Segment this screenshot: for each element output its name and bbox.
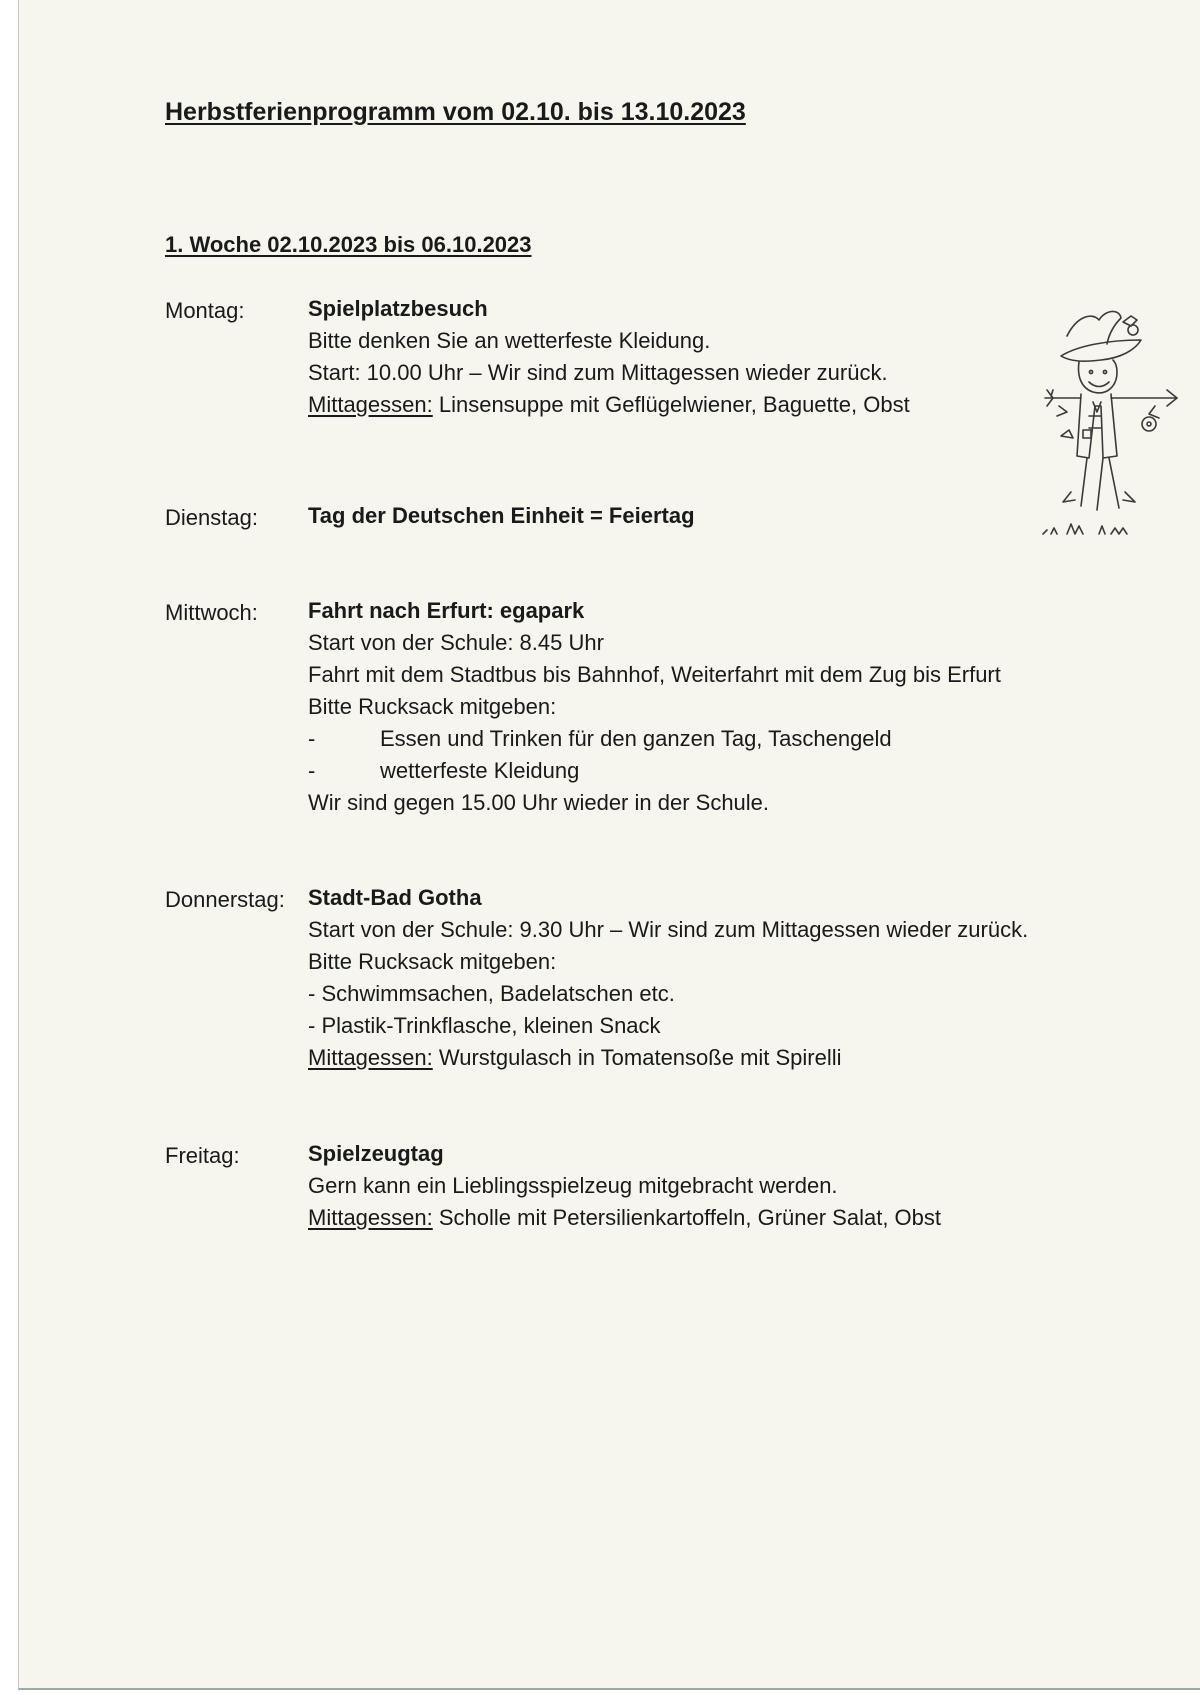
- day-label-montag: Montag:: [165, 298, 245, 323]
- meal-text: Scholle mit Petersilienkartoffeln, Grüner Salat, Obst: [432, 1205, 942, 1230]
- meal-label: Mittagessen:: [308, 1045, 433, 1070]
- entry-donnerstag: [308, 882, 1028, 1074]
- activity-title: Tag der Deutschen Einheit = Feiertag: [308, 503, 695, 528]
- entry-line: Fahrt mit dem Stadtbus bis Bahnhof, Weiterfahrt mit dem Zug bis Erfurt: [308, 662, 1001, 687]
- entry-montag: [308, 293, 910, 421]
- entry-line: Gern kann ein Lieblingsspielzeug mitgebracht werden.: [308, 1173, 838, 1198]
- entry-line: Bitte Rucksack mitgeben:: [308, 949, 557, 974]
- entry-line: Bitte denken Sie an wetterfeste Kleidung.: [308, 328, 711, 353]
- meal-line: [308, 1042, 1028, 1074]
- activity-title: Stadt-Bad Gotha: [308, 885, 482, 910]
- meal-label: Mittagessen:: [308, 1205, 433, 1230]
- list-item: [308, 723, 1001, 755]
- entry-line: - Plastik-Trinkflasche, kleinen Snack: [308, 1013, 661, 1038]
- entry-line: Wir sind gegen 15.00 Uhr wieder in der Schule.: [308, 790, 770, 815]
- meal-line: [308, 389, 910, 421]
- meal-label: Mittagessen:: [308, 392, 433, 417]
- entry-dienstag: [308, 500, 695, 532]
- entry-line: - Schwimmsachen, Badelatschen etc.: [308, 981, 675, 1006]
- bullet-mark: -: [308, 758, 316, 783]
- activity-title: Spielzeugtag: [308, 1141, 444, 1166]
- day-label-freitag: Freitag:: [165, 1143, 240, 1168]
- day-label-dienstag: Dienstag:: [165, 505, 258, 530]
- entry-line: Bitte Rucksack mitgeben:: [308, 694, 557, 719]
- meal-text: Linsensuppe mit Geflügelwiener, Baguette, Obst: [432, 392, 910, 417]
- entry-line: Start von der Schule: 8.45 Uhr: [308, 630, 604, 655]
- entry-line: Start von der Schule: 9.30 Uhr – Wir sind zum Mittagessen wieder zurück.: [308, 917, 1029, 942]
- meal-text: Wurstgulasch in Tomatensoße mit Spirelli: [432, 1045, 842, 1070]
- scarecrow-icon: [1037, 306, 1187, 542]
- list-item: [308, 755, 1001, 787]
- activity-title: Fahrt nach Erfurt: egapark: [308, 598, 585, 623]
- list-item-text: wetterfeste Kleidung: [380, 758, 580, 783]
- meal-line: [308, 1202, 941, 1234]
- entry-line: Start: 10.00 Uhr – Wir sind zum Mittagessen wieder zurück.: [308, 360, 888, 385]
- entry-freitag: [308, 1138, 941, 1234]
- day-label-mittwoch: Mittwoch:: [165, 600, 258, 625]
- week-heading: 1. Woche 02.10.2023 bis 06.10.2023: [165, 232, 532, 257]
- activity-title: Spielplatzbesuch: [308, 296, 488, 321]
- page-title: Herbstferienprogramm vom 02.10. bis 13.10.2023: [165, 98, 746, 126]
- bullet-mark: -: [308, 726, 316, 751]
- list-item-text: Essen und Trinken für den ganzen Tag, Taschengeld: [380, 726, 892, 751]
- entry-mittwoch: [308, 595, 1001, 819]
- document-page: [18, 0, 1200, 1690]
- day-label-donnerstag: Donnerstag:: [165, 887, 285, 912]
